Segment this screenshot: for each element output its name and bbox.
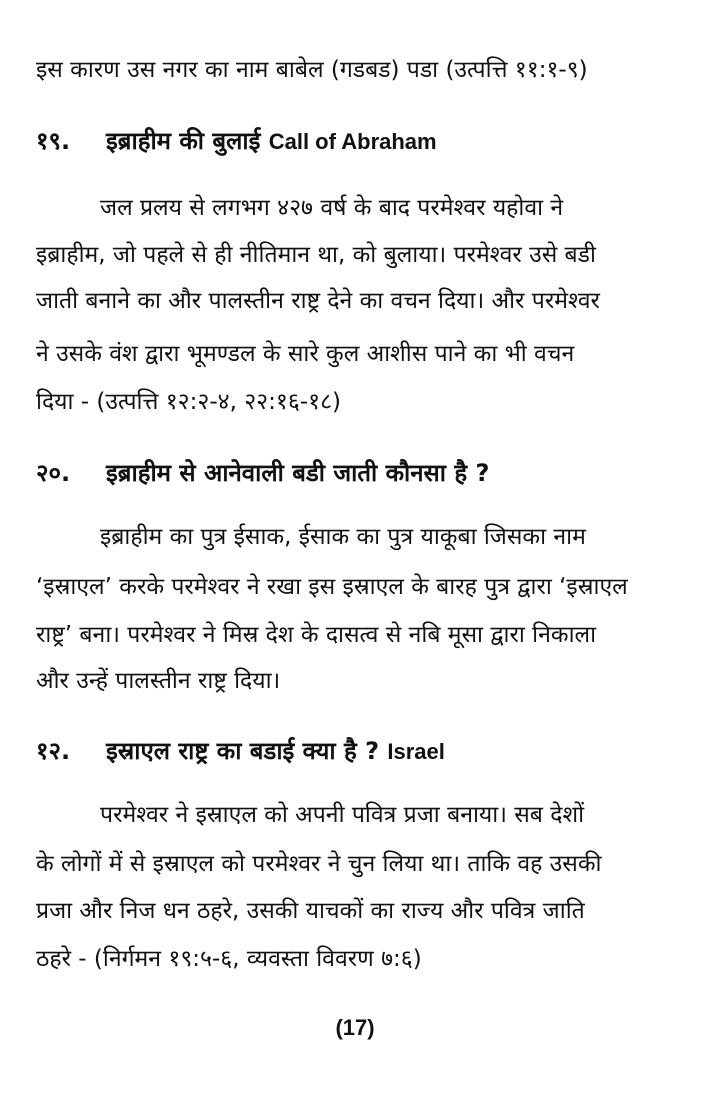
section-title-english: Call of Abraham <box>268 129 437 154</box>
paragraph-line: जल प्रलय से लगभग ४२७ वर्ष के बाद परमेश्वर यहोवा ने <box>100 195 564 221</box>
paragraph-line: ठहरे - (निर्गमन १९:५-६, व्यवस्ता विवरण ७:६) <box>36 946 422 972</box>
section-title-english: Israel <box>387 739 445 764</box>
paragraph-line: ने उसके वंश द्वारा भूमण्डल के सारे कुल आशीस पाने का भी वचन <box>36 341 575 367</box>
section-title: इस्राएल राष्ट्र का बडाई क्या है ? <box>106 737 380 765</box>
paragraph-line: के लोगों में से इस्राएल को परमेश्वर ने चुन लिया था। ताकि वह उसकी <box>36 851 602 877</box>
paragraph-line: दिया - (उत्पत्ति १२:२-४, २२:१६-१८) <box>36 389 342 415</box>
paragraph-line: और उन्हें पालस्तीन राष्ट्र दिया। <box>36 668 281 694</box>
paragraph-line: राष्ट्र’ बना। परमेश्वर ने मिस्र देश के दासत्व से नबि मूसा द्वारा निकाला <box>36 622 597 648</box>
page-number: (17) <box>335 1015 375 1040</box>
section-number: २०. <box>36 459 71 487</box>
paragraph-line: प्रजा और निज धन ठहरे, उसकी याचकों का राज्य और पवित्र जाति <box>36 898 585 924</box>
paragraph-line: ‘इस्राएल’ करके परमेश्वर ने रखा इस इस्राएल के बारह पुत्र द्वारा ‘इस्राएल <box>36 574 628 600</box>
intro-line: इस कारण उस नगर का नाम बाबेल (गडबड) पडा (उत्पत्ति ११:१-९) <box>36 57 588 83</box>
section-number: १९. <box>36 127 71 155</box>
paragraph-line: इब्राहीम का पुत्र ईसाक, ईसाक का पुत्र याकूबा जिसका नाम <box>100 524 586 550</box>
section-19-heading <box>36 124 676 159</box>
section-12-heading <box>36 734 676 769</box>
paragraph-line: इब्राहीम, जो पहले से ही नीतिमान था, को बुलाया। परमेश्वर उसे बडी <box>36 242 596 268</box>
section-20-heading <box>36 456 676 490</box>
section-number: १२. <box>36 737 71 765</box>
paragraph-line: जाती बनाने का और पालस्तीन राष्ट्र देने का वचन दिया। और परमेश्वर <box>36 288 600 314</box>
section-title: इब्राहीम की बुलाई <box>106 127 261 155</box>
section-title: इब्राहीम से आनेवाली बडी जाती कौनसा है ? <box>106 459 490 487</box>
paragraph-line: परमेश्वर ने इस्राएल को अपनी पवित्र प्रजा बनाया। सब देशों <box>100 802 585 828</box>
